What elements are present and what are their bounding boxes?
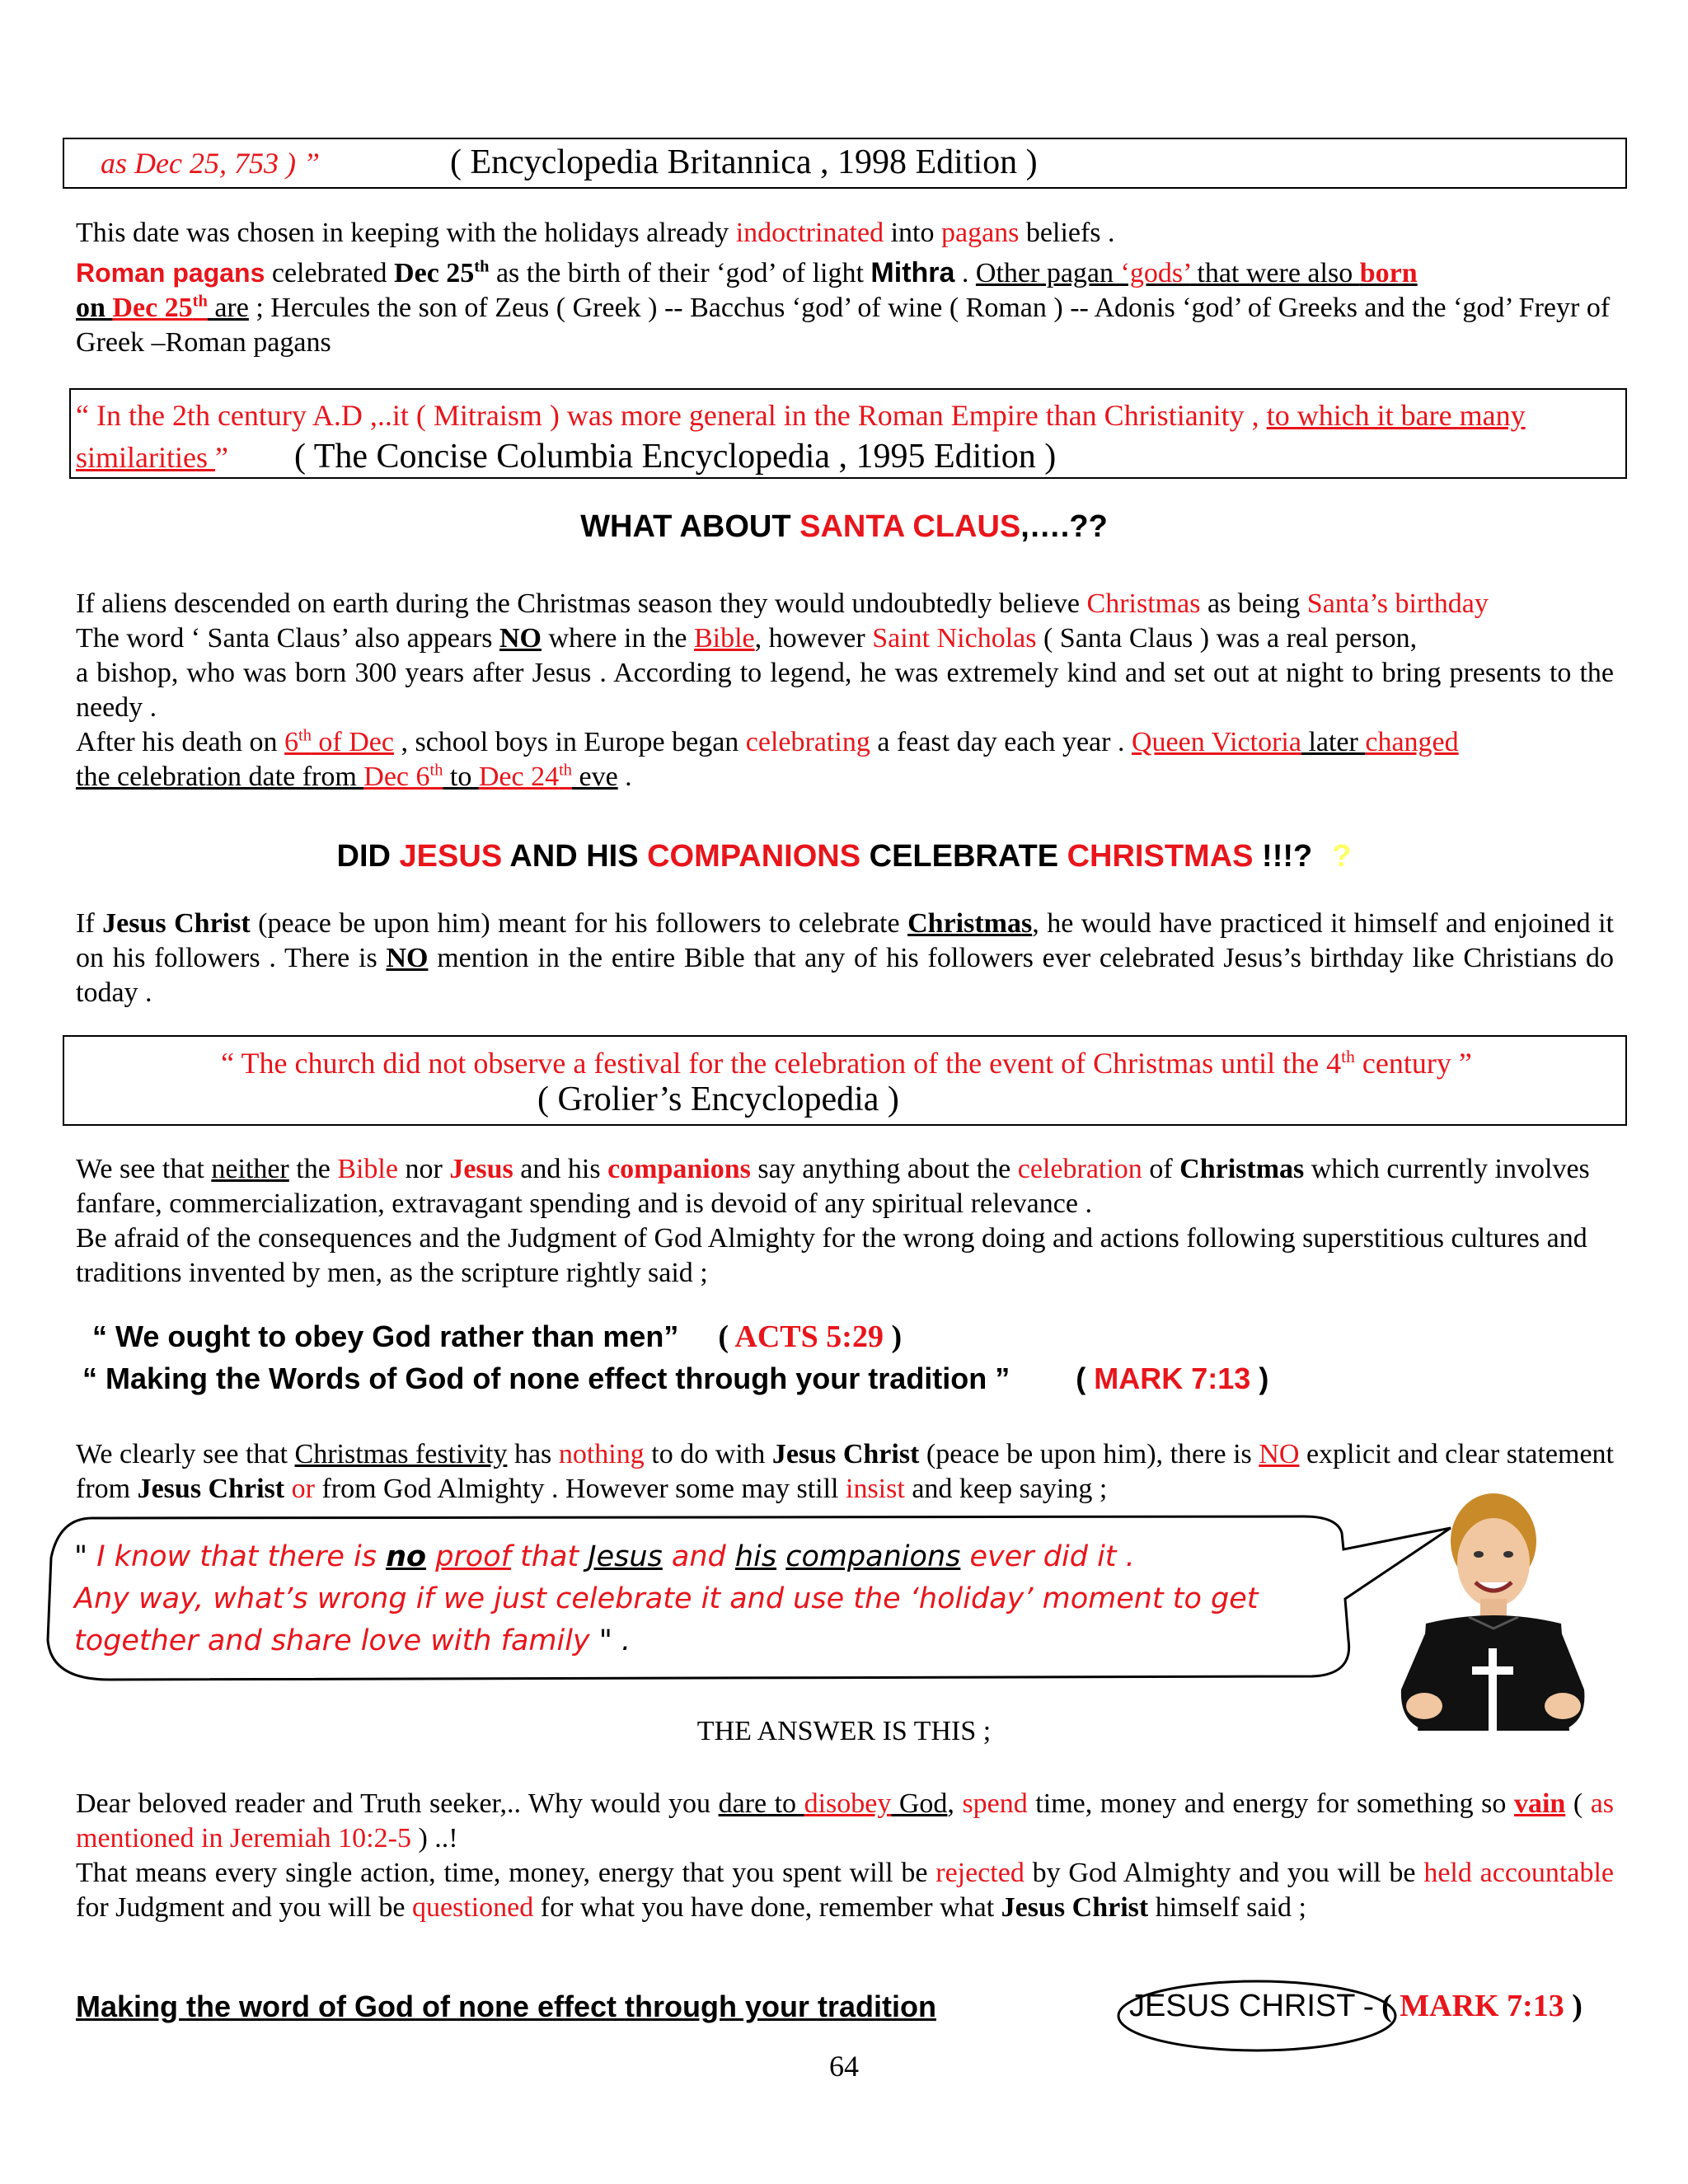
text: are [207,293,249,323]
text-questioned: questioned [411,1892,534,1923]
text [426,1540,435,1573]
text: DID [336,839,400,874]
text-underlined: to which it bare many similarities [76,399,1526,474]
text-jesus-christ: Jesus Christ [771,1439,920,1469]
superscript: th [1341,1047,1355,1066]
text: the [288,1154,338,1184]
superscript: th [192,292,208,311]
text: " . [598,1624,631,1657]
text-6th-of-dec [284,727,394,757]
text: CELEBRATE [860,839,1067,874]
text: into [884,218,941,248]
text: where in the [541,623,694,654]
text: and [662,1540,735,1573]
text: time, money and energy for something so [1027,1788,1514,1819]
text: Other pagan [975,258,1121,288]
text: century ” [1354,1047,1472,1080]
text: explicit and clear statement from [76,1439,1614,1504]
text: If aliens descended on earth during the Christmas season they would undoubtedly believe [76,588,1087,619]
text: (peace be upon him), there is [919,1439,1259,1469]
superscript: th [474,257,490,276]
text-gods: ‘gods’ [1120,258,1190,288]
text: ,….?? [1020,509,1108,544]
text: Dear beloved reader and Truth seeker,.. Why would you [76,1788,719,1819]
text-vain: vain [1513,1788,1566,1819]
text-christmas: Christmas [907,908,1033,939]
text-santa-claus: SANTA CLAUS [799,509,1021,544]
text: After his death on [76,727,285,757]
text-jesus-christ: JESUS CHRIST [1129,1989,1356,2023]
text-changed: changed [1365,727,1459,757]
text: “ We ought to obey God rather than men” [92,1319,679,1353]
text-companions: companions [785,1540,961,1573]
text-saint-nicholas: Saint Nicholas [872,623,1037,654]
text-ref: ACTS 5:29 [734,1319,884,1354]
text: 6 [284,727,299,757]
text: ( Santa Claus ) was a real person, [1036,623,1418,654]
text: a bishop, who was born 300 years after Jesus . According to legend, he was extremely kind and set out at night to bring presents to the needy . [76,658,1614,723]
text: for what you have done, remember what [533,1892,1001,1923]
text-jesus: Jesus [588,1540,663,1573]
text-indoctrinated: indoctrinated [735,218,884,248]
text: “ In the 2th century A.D ,..it ( Mitraism ) was more general in the Roman Empire than Christianity , [76,399,1267,432]
text: We see that [76,1154,212,1184]
text: as the birth of their ‘god’ of light [489,258,871,288]
paragraph-roman-pagans [76,255,1614,360]
text-christmas: Christmas [1179,1154,1305,1184]
text: a feast day each year . [870,727,1132,757]
text-ref: MARK 7:13 [1094,1361,1251,1395]
text: together and share love with family [74,1624,599,1657]
text-jesus-christ: Jesus Christ [102,908,251,939]
quote-fragment: as Dec 25, 753 ) ” [101,147,320,180]
text: to [443,762,479,792]
text-festivity: Christmas festivity [294,1439,508,1469]
text: from God Almighty . However some may still [314,1474,846,1504]
text-celebration: celebration [1017,1154,1142,1184]
text: , [947,1788,963,1819]
text-jesus: Jesus [449,1154,513,1184]
text: Dec 25 [394,258,475,288]
text: WHAT ABOUT [580,509,800,544]
text: and keep saying ; [904,1474,1108,1504]
text-born: born [1359,258,1418,288]
text: If [76,908,103,939]
text-ref: MARK 7:13 [1400,1989,1564,2023]
text-mithra: Mithra [870,257,955,288]
paragraph-santa [76,587,1614,794]
text-dec25-red [112,293,207,323]
text-no: NO [386,943,429,973]
quote-box-britannica [63,138,1627,189]
final-attribution [1129,1988,1582,2024]
quote-box-grolier [63,1035,1627,1126]
text [776,1540,785,1573]
text: has [507,1439,559,1469]
text: - [1355,1989,1382,2023]
text-santa-birthday: Santa’s birthday [1306,588,1489,619]
superscript: th [559,761,572,780]
text-jesus-christ: Jesus Christ [1001,1892,1149,1923]
text: Dec 24 [478,762,560,792]
text: ( [718,1319,735,1354]
text: , school boys in Europe began [393,727,746,757]
text: the celebration date from [76,762,364,792]
text-jeremiah: as mentioned in Jeremiah 10:2-5 [76,1788,1615,1854]
text: Be afraid of the consequences and the Judgment of God Almighty for the wrong doing and actions following superstitious cultures and traditions invented by men, as the scripture rightly said ; [76,1223,1587,1288]
text-proof: proof [435,1540,511,1573]
text: This date was chosen in keeping with the holidays already [76,218,736,248]
text-no: no [386,1540,427,1573]
text-his: his [734,1540,777,1573]
paragraph-festivity [76,1437,1614,1507]
text: " [74,1540,97,1573]
paragraph-holidays [76,216,1614,251]
text: Dec 6 [363,762,430,792]
text: ever did it . [960,1540,1135,1573]
text-dec6 [363,762,443,792]
text-no: NO [1259,1439,1300,1469]
quote-source: ( The Concise Columbia Encyclopedia , 1995 Edition ) [293,438,1057,476]
text-celebrating: celebrating [745,727,870,757]
paragraph-followers [76,907,1614,1010]
superscript: th [298,726,312,745]
quote-text [76,395,1625,478]
text-neither: neither [211,1154,289,1184]
text: ) ..! [410,1823,458,1854]
text: himself said ; [1148,1892,1306,1923]
text: ) [1564,1989,1582,2023]
text: mention in the entire Bible that any of his followers ever celebrated Jesus’s birthday like Christians do today . [76,943,1614,1008]
text-jesus-christ: Jesus Christ [137,1474,285,1504]
speech-bubble-text [74,1536,1360,1662]
heading-did-jesus-celebrate [0,839,1688,874]
text: ; Hercules the son of Zeus ( Greek ) -- Bacchus ‘god’ of wine ( Roman ) -- Adonis ‘god’ of Greeks and the ‘god’ Freyr of Greek –Roman pagans [76,293,1611,358]
text-christmas: CHRISTMAS [1067,839,1254,874]
quote-source: ( Grolier’s Encyclopedia ) [537,1080,899,1118]
text-nothing: nothing [558,1439,645,1469]
text-or: or [291,1474,315,1504]
text: beliefs . [1019,218,1115,248]
text: (peace be upon him) meant for his followers to celebrate [250,908,908,939]
text-spend: spend [962,1788,1028,1819]
text: , however [754,623,873,654]
text: ” [214,441,228,474]
quote-acts [92,1319,902,1355]
text-disobey: disobey [804,1788,892,1819]
quote-mark [82,1361,1268,1396]
text: by God Almighty and you will be [1024,1858,1424,1888]
text: Any way, what’s wrong if we just celebrate it and use the ‘holiday’ moment to get [74,1582,1259,1615]
heading-santa-claus [0,509,1688,545]
text: !!!? [1253,839,1313,874]
text: The word ‘ Santa Claus’ also appears [76,623,499,654]
text-yellow-mark: ? [1332,839,1352,874]
text: . [617,762,632,792]
text-held-accountable: held accountable [1423,1858,1615,1888]
text-no: NO [499,623,542,654]
text: later [1301,727,1366,757]
text: , he would have practiced it himself and enjoined it on his followers . There is [76,908,1614,973]
text: “ The church did not observe a festival for the celebration of the event of Christmas until the 4 [221,1047,1342,1080]
text: ( [1565,1788,1591,1819]
text-companions: companions [607,1154,751,1184]
text: as being [1200,588,1307,619]
page-number: 64 [829,2050,859,2083]
text-roman-pagans: Roman pagans [76,258,265,288]
text: eve [571,762,618,792]
paragraph-dear-reader [76,1787,1614,1925]
quote-source: ( Encyclopedia Britannica , 1998 Edition ) [450,143,1038,181]
text-on: on [76,293,113,323]
quote-text [64,1043,1629,1083]
text-queen-victoria: Queen Victoria [1131,727,1301,757]
superscript: th [429,761,443,780]
text-pagans: pagans [940,218,1020,248]
text: and his [513,1154,608,1184]
text-insist: insist [846,1474,905,1504]
text: AND HIS [502,839,648,874]
text: of Dec [311,727,394,757]
final-quote: Making the word of God of none effect through your tradition [76,1990,936,2023]
text-christmas: Christmas [1086,588,1201,619]
text: celebrated [265,258,395,288]
text-dec24 [479,762,572,792]
paragraph-neither [76,1152,1614,1291]
text: that were also [1189,258,1360,288]
text: say anything about the [750,1154,1018,1184]
text-dec25 [394,258,489,288]
text-jesus: JESUS [399,839,503,874]
text: of [1142,1154,1180,1184]
text-underlined [976,258,1418,288]
text-god: God [891,1788,948,1819]
text: ) [1250,1361,1269,1395]
text: for Judgment and you will be [76,1892,412,1923]
text: . [954,258,976,288]
text: ) [883,1319,903,1354]
ref [718,1319,902,1354]
text-bible: Bible [693,623,755,654]
text-companions: COMPANIONS [647,839,861,874]
text: ( [1381,1989,1400,2023]
answer-label: THE ANSWER IS THIS ; [696,1716,992,1746]
text-rejected: rejected [935,1858,1025,1888]
text: that [510,1540,588,1573]
text: to do with [644,1439,772,1469]
text: Dec 25 [112,293,193,323]
text: which currently involves fanfare, commercialization, extravagant spending and is devoid of any spiritual relevance . [76,1154,1590,1219]
quote-box-columbia [69,388,1627,479]
text-dare: dare to [718,1788,804,1819]
text: We clearly see that [76,1439,295,1469]
text: nor [397,1154,450,1184]
text-bible: Bible [337,1154,398,1184]
text: That means every single action, time, money, energy that you spent will be [76,1858,936,1888]
preacher-illustration [1393,1483,1591,1755]
text: “ Making the Words of God of none effect through your tradition ” [82,1361,1010,1395]
text: ( [1076,1361,1095,1395]
text: I know that there is [96,1540,387,1573]
